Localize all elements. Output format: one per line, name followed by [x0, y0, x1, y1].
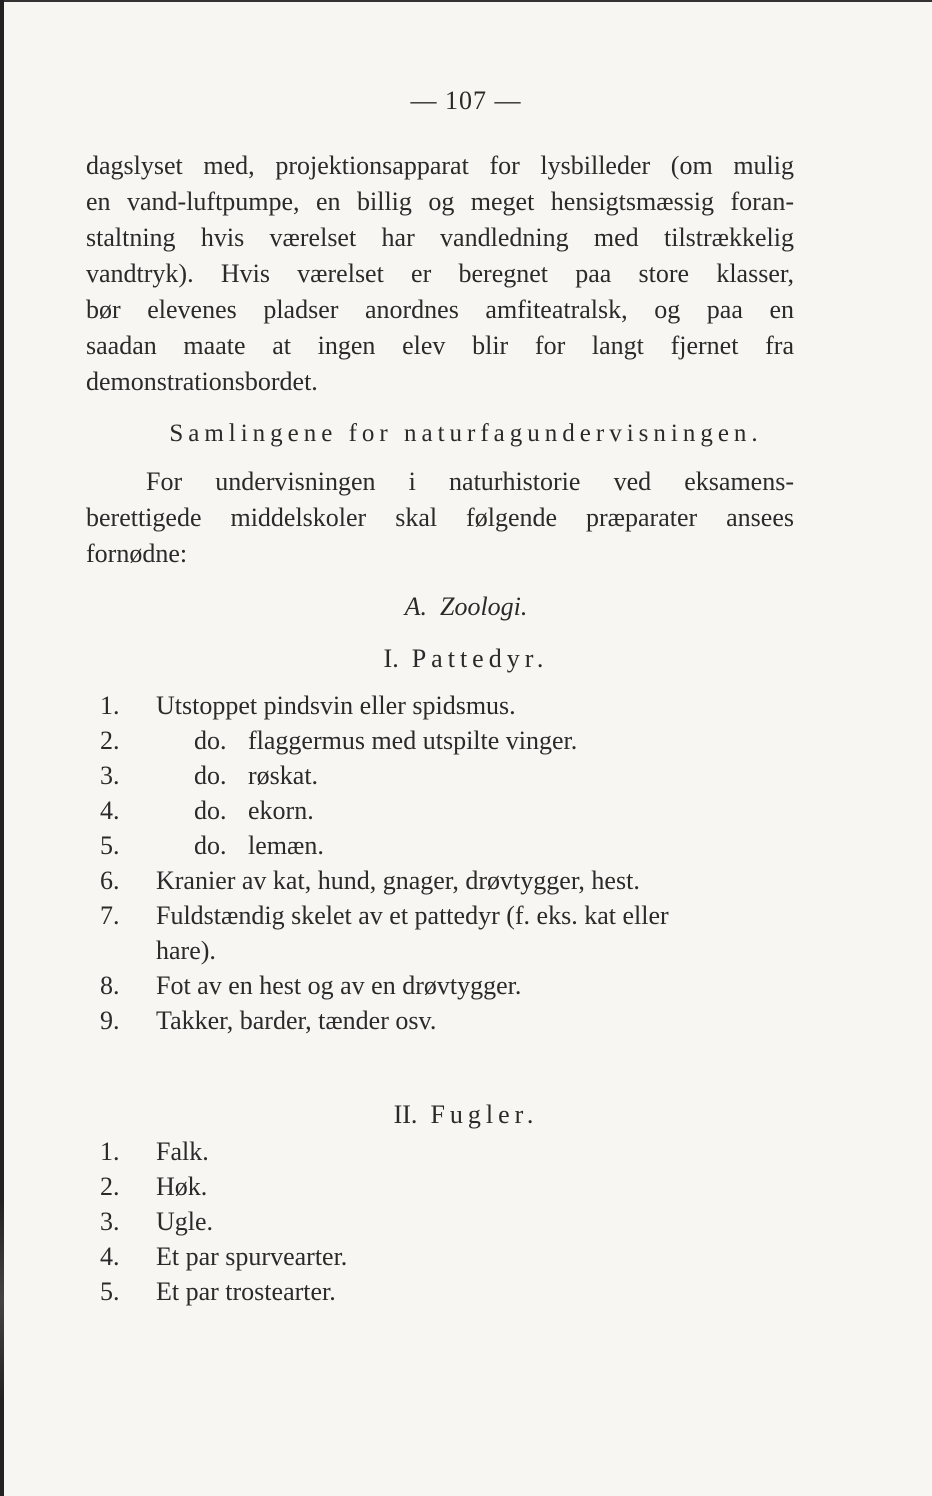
item-number: 3.: [100, 1207, 120, 1236]
group-title: Fugler.: [430, 1100, 539, 1129]
item-text: Høk.: [156, 1172, 208, 1201]
text-line: fornødne:: [86, 539, 188, 568]
text-line: berettigede middelskoler skal følgende præparater ansees: [86, 503, 794, 532]
list-item: [100, 1134, 800, 1169]
group-numeral: II.: [393, 1100, 418, 1129]
part-letter: A.: [404, 592, 427, 621]
text-line: en vand-luftpumpe, en billig og meget hensigtsmæssig foran-: [86, 187, 794, 216]
item-number: 4.: [100, 796, 120, 825]
ditto-mark: do.: [194, 761, 227, 790]
group-heading: [0, 1100, 932, 1130]
list-item: [100, 1274, 800, 1309]
item-text: Et par spurvearter.: [156, 1242, 348, 1271]
item-text: Kranier av kat, hund, gnager, drøvtygger, hest.: [156, 866, 640, 895]
item-number: 8.: [100, 971, 120, 1000]
list-item-continuation: hare).: [156, 936, 216, 965]
text-line: dagslyset med, projektionsapparat for lysbilleder (om mulig: [86, 151, 794, 180]
item-number: 2.: [100, 726, 120, 755]
ditto-mark: do.: [194, 796, 227, 825]
page-top-edge: [0, 0, 932, 2]
list-item: [100, 968, 800, 1003]
item-number: 2.: [100, 1172, 120, 1201]
item-text: Fuldstændig skelet av et pattedyr (f. eks. kat eller: [156, 901, 669, 930]
group-list: [100, 1134, 800, 1309]
intro-paragraph: [86, 148, 794, 400]
item-text: flaggermus med utspilte vinger.: [248, 726, 578, 755]
list-item: [100, 793, 800, 828]
item-number: 7.: [100, 901, 120, 930]
item-number: 1.: [100, 1137, 120, 1166]
text-line: vandtryk). Hvis værelset er beregnet paa store klasser,: [86, 259, 794, 288]
page-left-edge: [0, 0, 4, 1496]
group-numeral: I.: [383, 644, 399, 673]
item-text: røskat.: [248, 761, 319, 790]
list-item: [100, 828, 800, 863]
list-item: [100, 688, 800, 723]
item-number: 6.: [100, 866, 120, 895]
item-text: Fot av en hest og av en drøvtygger.: [156, 971, 522, 1000]
list-item: [100, 723, 800, 758]
list-item: [100, 898, 800, 933]
text-line: saadan maate at ingen elev blir for langt fjernet fra: [86, 331, 794, 360]
text-line: demonstrationsbordet.: [86, 367, 318, 396]
item-text: Ugle.: [156, 1207, 214, 1236]
item-text: Falk.: [156, 1137, 209, 1166]
list-item: [100, 1169, 800, 1204]
ditto-mark: do.: [194, 726, 227, 755]
list-item: [100, 1003, 800, 1038]
item-number: 4.: [100, 1242, 120, 1271]
section-intro-paragraph: [86, 464, 794, 572]
item-text: Takker, barder, tænder osv.: [156, 1006, 437, 1035]
item-text: ekorn.: [248, 796, 314, 825]
item-number: 9.: [100, 1006, 120, 1035]
item-text: Et par trostearter.: [156, 1277, 336, 1306]
text-line: For undervisningen i naturhistorie ved eksamens-: [146, 467, 794, 496]
text-line: staltning hvis værelset har vandledning med tilstrækkelig: [86, 223, 794, 252]
list-item: [100, 1204, 800, 1239]
ditto-mark: do.: [194, 831, 227, 860]
item-number: 3.: [100, 761, 120, 790]
text-line: bør elevenes pladser anordnes amfiteatralsk, og paa en: [86, 295, 794, 324]
item-text: lemæn.: [248, 831, 324, 860]
list-item: [100, 863, 800, 898]
group-list: [100, 688, 800, 1038]
item-text: Utstoppet pindsvin eller spidsmus.: [156, 691, 516, 720]
list-item: [100, 1239, 800, 1274]
part-heading: [0, 592, 932, 622]
item-number: 5.: [100, 831, 120, 860]
item-number: 5.: [100, 1277, 120, 1306]
group-title: Pattedyr.: [411, 644, 549, 673]
page-number: — 107 —: [410, 86, 522, 115]
item-number: 1.: [100, 691, 120, 720]
section-heading: Samlingene for naturfagundervisningen.: [169, 420, 763, 447]
list-item: [100, 758, 800, 793]
part-title: Zoologi.: [439, 592, 528, 621]
group-heading: [0, 644, 932, 674]
